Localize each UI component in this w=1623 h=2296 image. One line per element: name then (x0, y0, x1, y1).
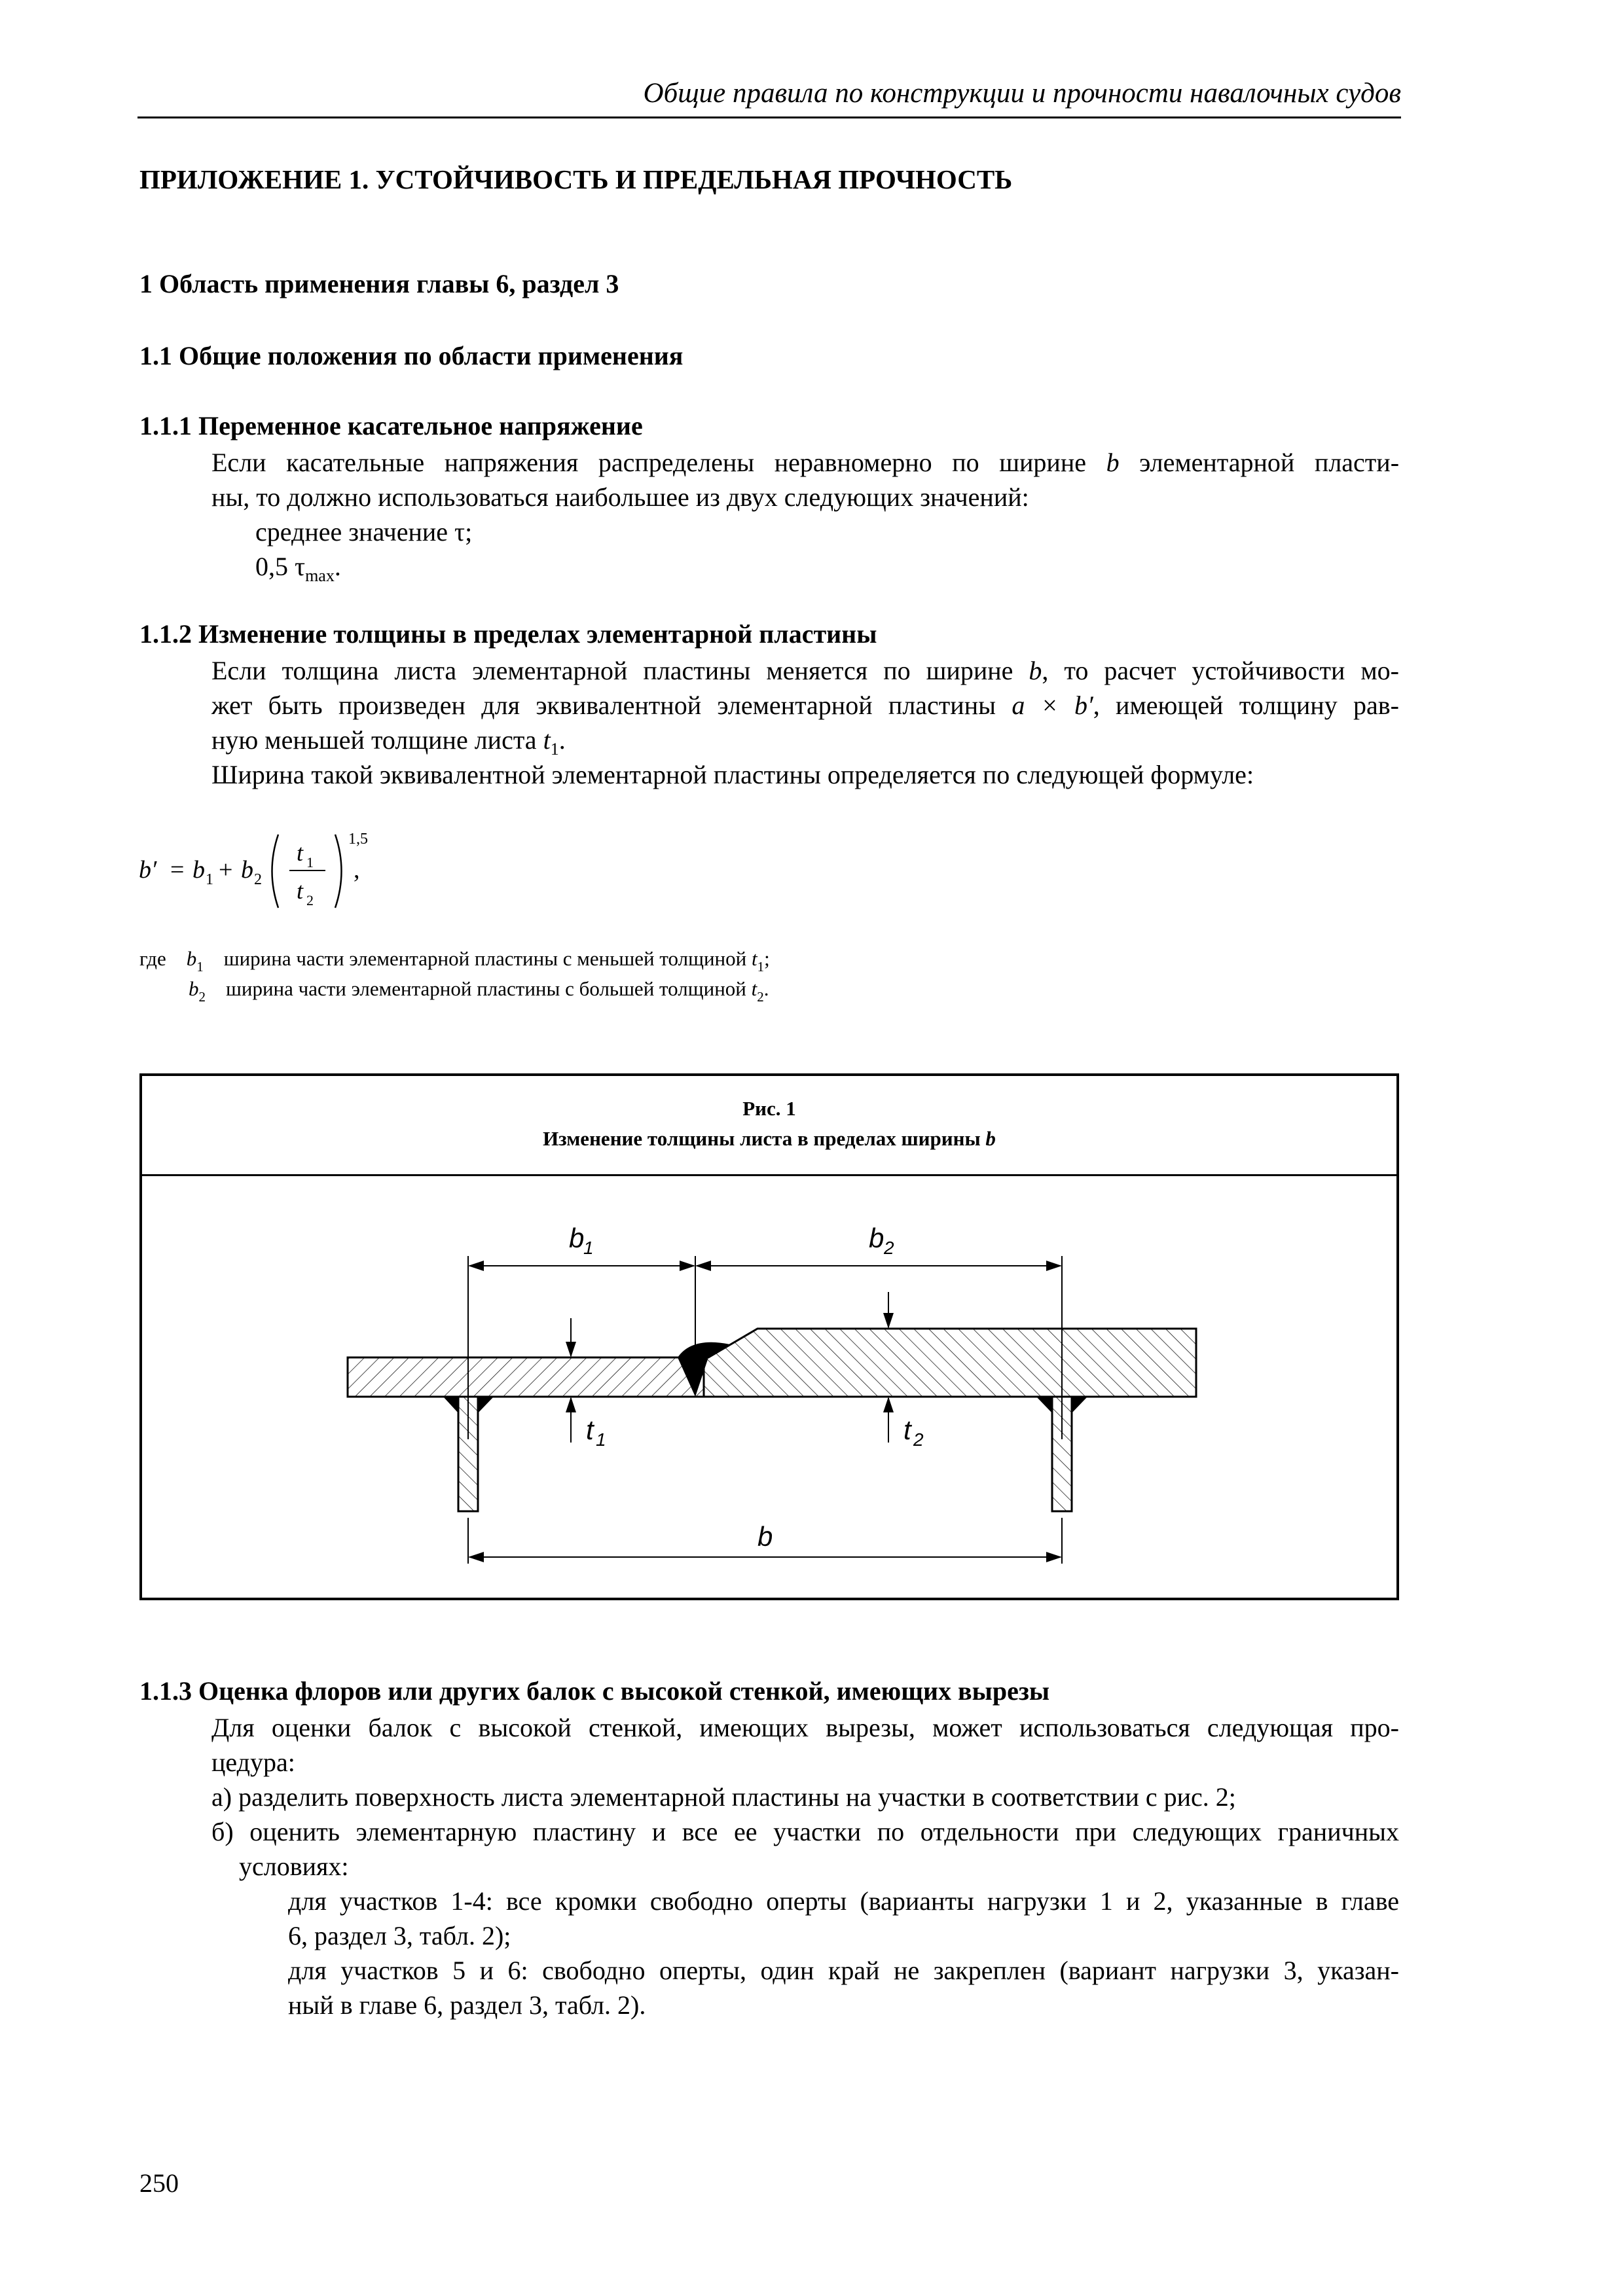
right-stiffener-weld-right (1072, 1397, 1087, 1413)
s111-item-1: среднее значение τ; (255, 517, 473, 547)
formula-b2-sub: 2 (254, 871, 262, 888)
section-1-1-1-heading: 1.1.1 Переменное касательное напряжение (139, 411, 643, 440)
s113-cond-1-line-1: для участков 1-4: все кромки свободно оперты (варианты нагрузки 1 и 2, указанные в главе (288, 1886, 1399, 1916)
label-t2: t (903, 1414, 911, 1445)
figure-number: Рис. 1 (742, 1097, 796, 1120)
formula-lhs: b′ (139, 856, 157, 884)
label-t2-sub: 2 (913, 1429, 924, 1450)
formula-numerator-sub: 1 (306, 854, 314, 870)
formula-b2: b (241, 856, 253, 884)
s113-item-b-line-1: б) оценить элементарную пластину и все ее участки по отдельности при следующих граничных (211, 1817, 1399, 1846)
label-b2: b (869, 1223, 884, 1253)
label-t1-sub: 1 (596, 1429, 606, 1450)
section-1-1-2-heading: 1.1.2 Изменение толщины в пределах элементарной пластины (139, 619, 877, 649)
formula-b1-sub: 1 (206, 871, 213, 888)
s111-line-2: ны, то должно использоваться наибольшее из двух следующих значений: (211, 482, 1029, 512)
s113-cond-2-line-1: для участков 5 и 6: свободно оперты, один край не закреплен (вариант нагрузки 3, указан- (288, 1956, 1399, 1985)
s113-cond-2-line-2: ный в главе 6, раздел 3, табл. 2). (288, 1990, 646, 2020)
width-formula (137, 821, 412, 920)
left-stiffener (458, 1397, 478, 1511)
formula-right-paren (335, 834, 342, 908)
thick-plate (704, 1329, 1196, 1397)
formula-numerator: t (297, 840, 304, 866)
s112-line-2: жет быть произведен для эквивалентной элементарной пластины a × b′, имеющей толщину рав- (211, 691, 1399, 720)
s112-line-1: Если толщина листа элементарной пластины меняется по ширине b, то расчет устойчивости мо- (211, 656, 1399, 685)
formula-b1: b (192, 856, 205, 884)
figure-1-frame (139, 1073, 1399, 1600)
s113-item-a: а) разделить поверхность листа элементарной пластины на участки в соответствии с рис. 2; (211, 1782, 1236, 1812)
s112-line-4: Ширина такой эквивалентной элементарной пластины определяется по следующей формуле: (211, 760, 1254, 789)
thin-plate (348, 1357, 704, 1397)
s113-line-1: Для оценки балок с высокой стенкой, имеющих вырезы, может использоваться следующая про- (211, 1713, 1399, 1742)
s113-cond-1-line-2: 6, раздел 3, табл. 2); (288, 1921, 511, 1950)
formula-denominator-sub: 2 (306, 892, 314, 908)
appendix-title: ПРИЛОЖЕНИЕ 1. УСТОЙЧИВОСТЬ И ПРЕДЕЛЬНАЯ ПРОЧНОСТЬ (139, 164, 1013, 194)
left-stiffener-weld-right (478, 1397, 494, 1413)
section-1-heading: 1 Область применения главы 6, раздел 3 (139, 269, 619, 298)
formula-exponent: 1,5 (348, 831, 368, 848)
left-stiffener-weld-left (443, 1397, 458, 1413)
label-b1: b (569, 1223, 585, 1253)
s111-line-1: Если касательные напряжения распределены неравномерно по ширине b элементарной пласти- (211, 448, 1400, 477)
s111-item-2: 0,5 $\tau_{max}$. (255, 552, 341, 585)
section-1-1-3-heading: 1.1.3 Оценка флоров или других балок с высокой стенкой, имеющих вырезы (139, 1676, 1050, 1706)
where-line-2: $b_2$ ширина части элементарной пластины с большей толщиной $t_2$. (189, 977, 769, 1005)
plate-thickness-diagram (142, 1076, 1396, 1598)
s113-item-b-line-2: условиях: (239, 1852, 349, 1881)
formula-comma: , (354, 856, 360, 884)
formula-plus: + (219, 856, 233, 884)
s112-line-3: ную меньшей толщине листа $t_1$. (211, 725, 566, 759)
right-stiffener-weld-left (1036, 1397, 1052, 1413)
formula-equals: = (170, 856, 185, 884)
label-b: b (757, 1521, 773, 1552)
figure-caption: Изменение толщины листа в пределах ширины b (543, 1127, 996, 1150)
s113-line-2: цедура: (211, 1748, 295, 1777)
right-stiffener (1052, 1397, 1072, 1511)
where-line-1: где $b_1$ ширина части элементарной пластины с меньшей толщиной $t_1$; (139, 947, 770, 975)
page-number: 250 (139, 2168, 179, 2198)
header-rule (137, 117, 1401, 118)
label-t1: t (586, 1414, 594, 1445)
label-b2-sub: 2 (884, 1238, 894, 1258)
label-b1-sub: 1 (583, 1238, 594, 1258)
formula-denominator: t (297, 878, 304, 904)
running-header: Общие правила по конструкции и прочности навалочных судов (643, 78, 1401, 109)
formula-left-paren (272, 834, 279, 908)
section-1-1-heading: 1.1 Общие положения по области применения (139, 341, 684, 370)
